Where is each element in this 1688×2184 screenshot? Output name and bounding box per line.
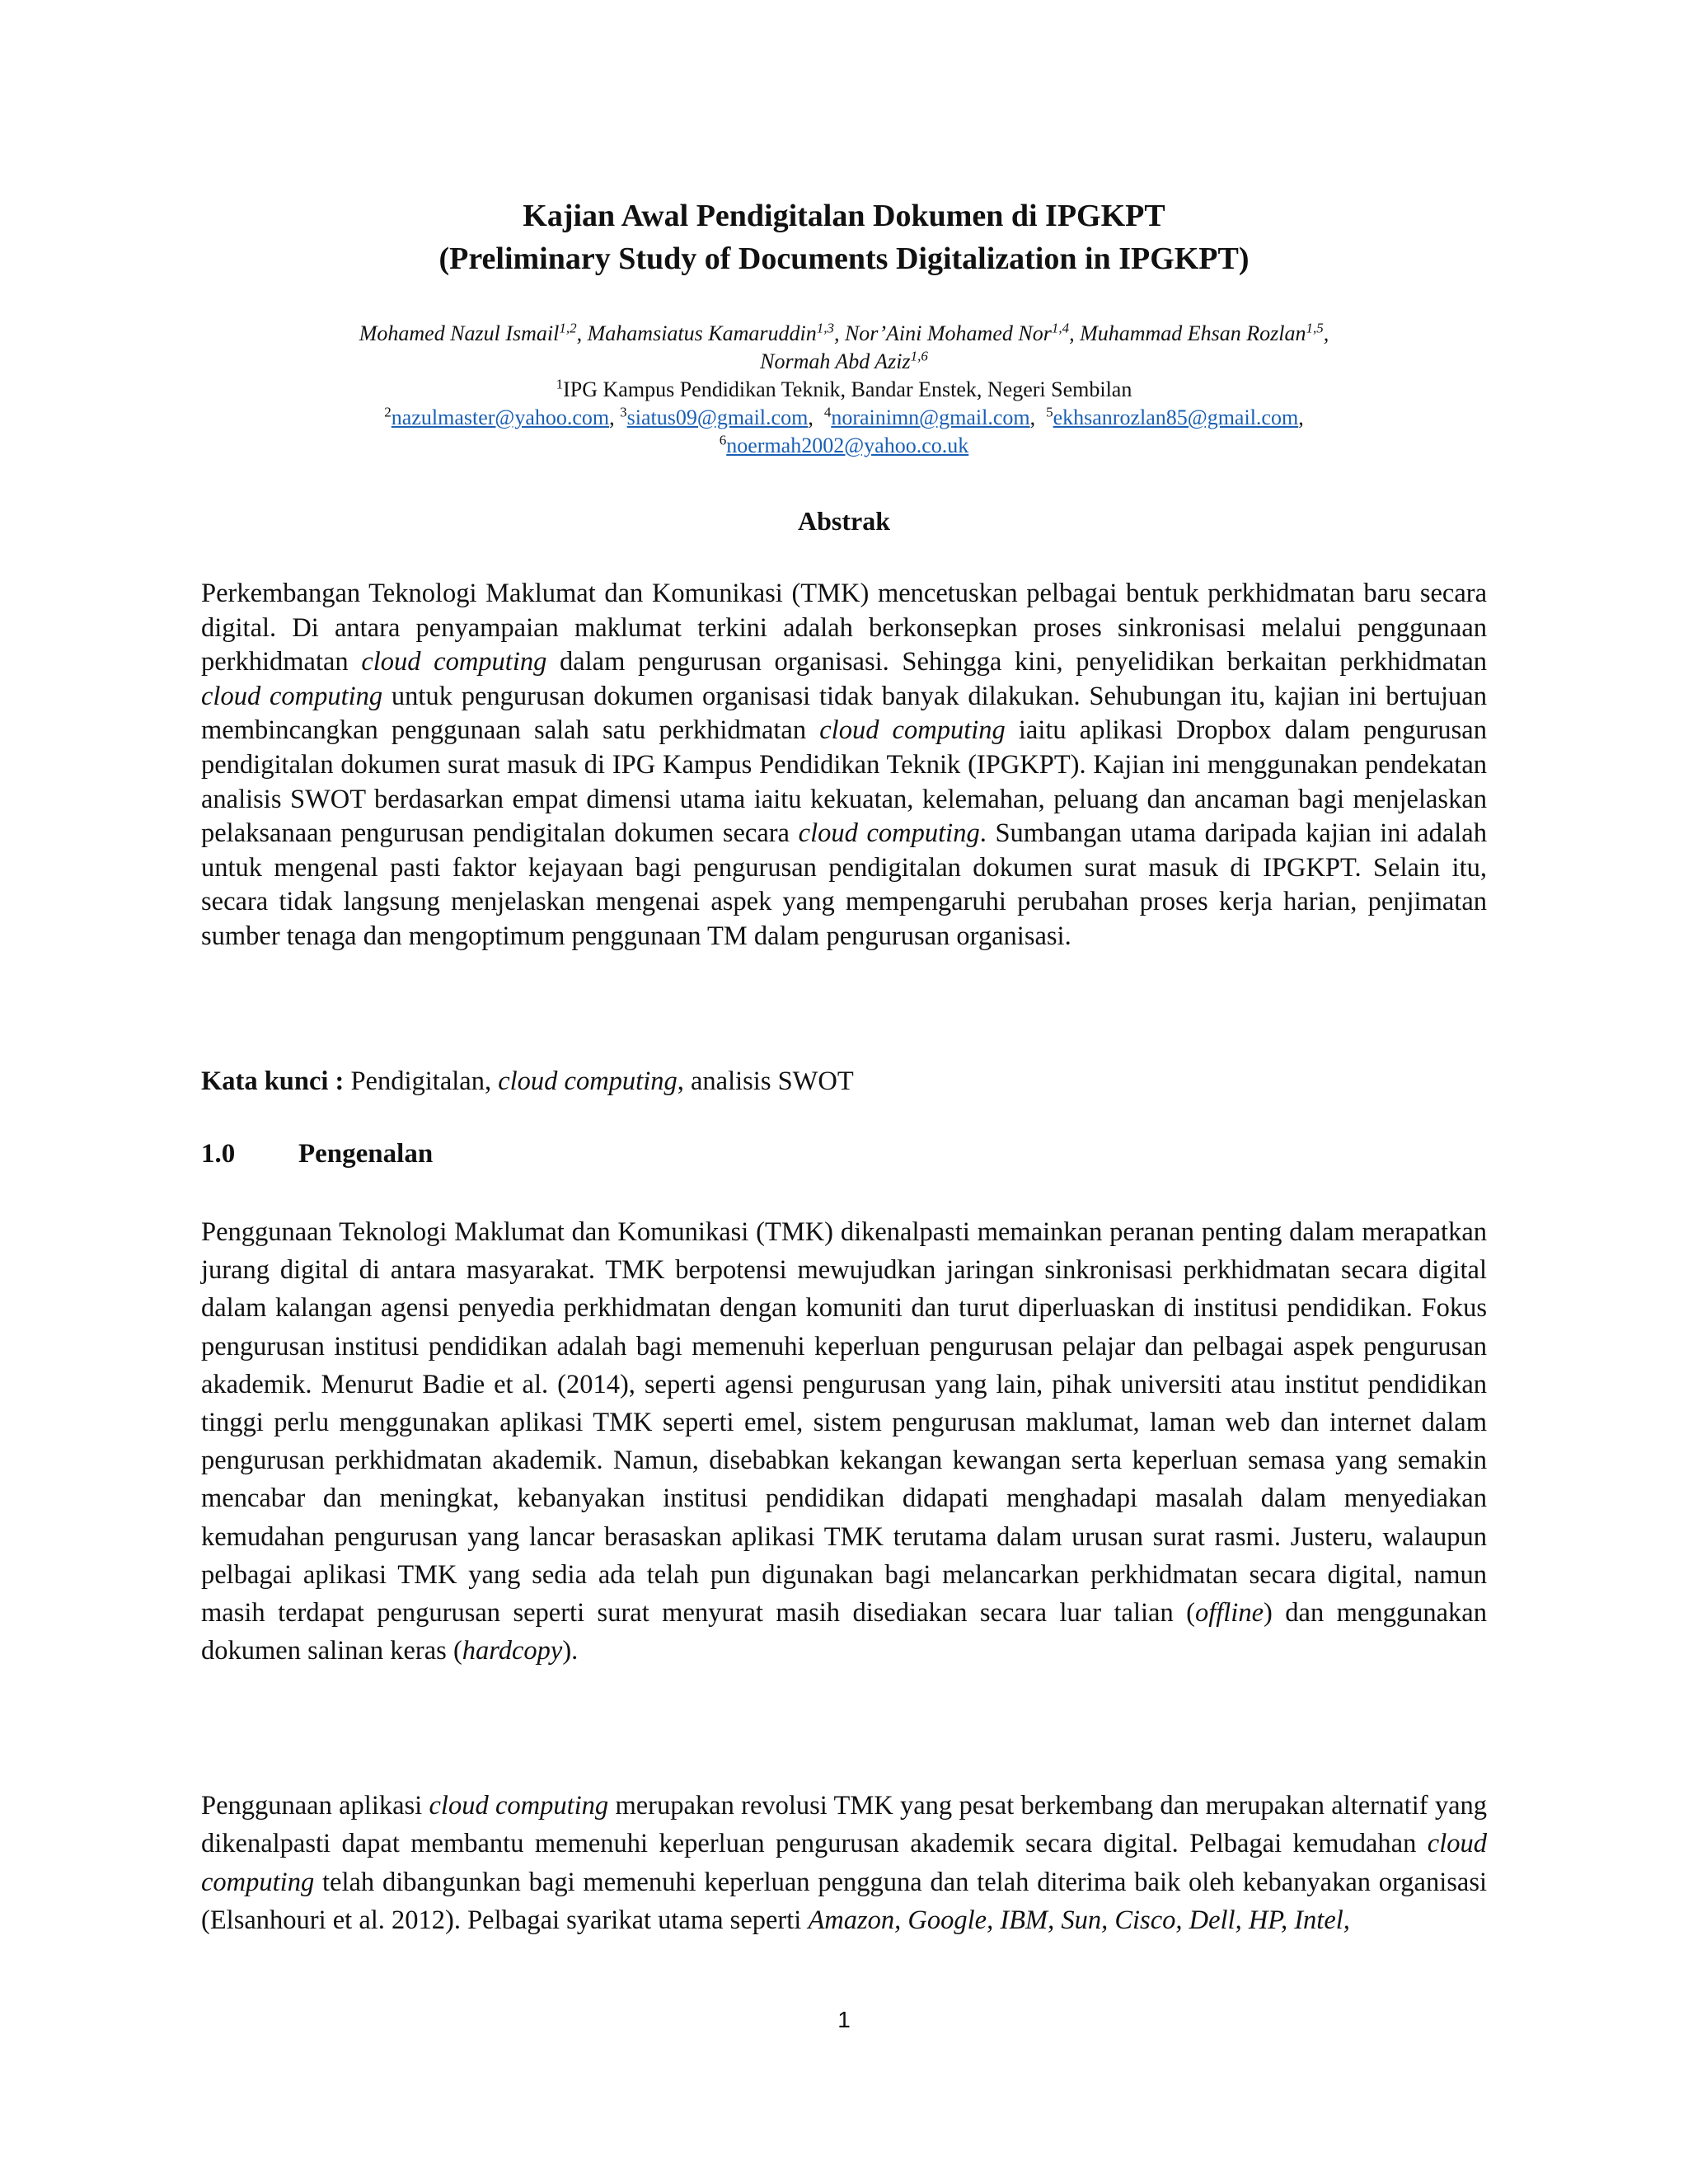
abstract-text: iaitu aplikasi Dropbox dalam pengurusan pendigitalan dokumen surat masuk di IPG Kampus Pendidikan Teknik (IPGKPT). Kajian ini menggunakan pendekatan analisis SWOT berdasarkan empat dimensi utama iaitu kekuatan, kelemahan, peluang dan ancaman bagi menjelaskan pelaksanaan pengurusan pendigitalan dokumen secara	[201, 715, 1487, 849]
abstract-paragraph	[201, 577, 1487, 954]
paragraph-text: ).	[562, 1636, 579, 1666]
paragraph	[201, 1787, 1487, 1940]
keywords-text: Pendigitalan,	[344, 1066, 499, 1096]
affiliation-sup: 1	[556, 376, 564, 392]
author-sup: 1,3	[816, 320, 834, 336]
affiliation-text: IPG Kampus Pendidikan Teknik, Bandar Enstek, Negeri Sembilan	[563, 377, 1132, 401]
email-link[interactable]: nazulmaster@yahoo.com	[391, 405, 610, 429]
section-title: Pengenalan	[298, 1139, 434, 1169]
abstract-body	[201, 577, 1487, 954]
author-name: Normah Abd Aziz	[760, 349, 911, 373]
paragraph-text: telah dibangunkan bagi memenuhi keperluan pengguna dan telah diterima baik oleh kebanyakan organisasi (Elsanhouri et al. 2012). Pelbagai syarikat utama seperti	[201, 1867, 1487, 1936]
abstract-text: dalam pengurusan organisasi. Sehingga kini, penyelidikan berkaitan perkhidmatan	[546, 647, 1487, 677]
email-link[interactable]: ekhsanrozlan85@gmail.com	[1053, 405, 1299, 429]
intro-paragraph-2	[201, 1787, 1487, 1940]
email-line-1: $^2$nazulmaster@yahoo.com, $^3$siatus09@gmail.com, $^4$norainimn@gmail.com, $^5$ekhsanrozlan85@gmail.com,	[384, 404, 1304, 429]
email-link[interactable]: norainimn@gmail.com	[831, 405, 1030, 429]
keywords-label: Kata kunci :	[201, 1066, 345, 1096]
keywords-text: , analisis SWOT	[677, 1066, 854, 1096]
author-names-line-1: Mohamed Nazul Ismail$^{1,2}$, Mahamsiatus Kamaruddin$^{1,3}$, Nor’Aini Mohamed Nor$^{1,4}$, Muhammad Ehsan Rozlan$^{1,5}$,	[359, 320, 1329, 345]
page-number: 1	[837, 2007, 851, 2032]
author-names-line-2	[0, 348, 1688, 376]
abstract-italic: cloud computing	[201, 681, 383, 711]
paragraph-text: ) dan menggunakan dokumen salinan keras (	[201, 1598, 1487, 1666]
abstract-heading: Abstrak	[797, 506, 890, 536]
keywords	[201, 1065, 854, 1098]
paragraph-text: merupakan revolusi TMK yang pesat berkembang dan merupakan alternatif yang dikenalpasti dapat membantu memenuhi keperluan pengurusan akademik secara digital. Pelbagai kemudahan	[201, 1791, 1488, 1859]
author-block	[0, 320, 1688, 460]
keywords-italic: cloud computing	[498, 1066, 678, 1096]
author-sup: 1,5	[1306, 320, 1324, 336]
author-name: Mohamed Nazul Ismail	[359, 321, 560, 345]
section-number: 1.0	[201, 1139, 236, 1169]
email-sup: 2	[384, 404, 392, 420]
intro-paragraph-1	[201, 1213, 1487, 1670]
abstract-text: . Sumbangan utama daripada kajian ini adalah untuk mengenal pasti faktor kejayaan bagi pengurusan pendigitalan dokumen surat masuk di IPGKPT. Selain itu, secara tidak langsung menjelaskan mengenai aspek yang mempengaruhi perubahan proses kerja harian, penjimatan sumber tenaga dan mengoptimum penggunaan TM dalam pengurusan organisasi.	[201, 818, 1487, 951]
paragraph	[201, 1213, 1487, 1670]
title-malay: Kajian Awal Pendigitalan Dokumen di IPGKPT	[523, 199, 1165, 233]
paragraph-text: Penggunaan aplikasi	[201, 1791, 429, 1821]
author-sup: 1,6	[910, 348, 928, 364]
abstract-italic: cloud computing	[819, 715, 1006, 746]
affiliation	[0, 376, 1688, 404]
paper-title	[0, 194, 1688, 280]
section-heading	[201, 1137, 433, 1170]
paragraph-italic: Amazon, Google, IBM, Sun, Cisco, Dell, HP, Intel,	[808, 1905, 1350, 1936]
email-sup: 6	[719, 432, 727, 448]
title-english: (Preliminary Study of Documents Digitalization in IPGKPT)	[438, 241, 1250, 276]
email-sup: 3	[620, 404, 627, 420]
author-name: Muhammad Ehsan Rozlan	[1080, 321, 1306, 345]
email-link[interactable]: siatus09@gmail.com	[626, 405, 809, 429]
email-line-2	[0, 432, 1688, 460]
abstract-italic: cloud computing	[361, 647, 547, 677]
email-link[interactable]: noermah2002@yahoo.co.uk	[726, 434, 969, 457]
author-name: Mahamsiatus Kamaruddin	[587, 321, 817, 345]
paragraph-italic: cloud computing	[429, 1791, 609, 1821]
author-name: Nor’Aini Mohamed Nor	[844, 321, 1052, 345]
paragraph-italic: hardcopy	[462, 1636, 563, 1666]
abstract-text: untuk pengurusan dokumen organisasi tidak banyak dilakukan. Sehubungan itu, kajian ini bertujuan membincangkan penggunaan salah satu perkhidmatan	[201, 681, 1487, 746]
author-sup: 1,4	[1051, 320, 1070, 336]
email-sup: 5	[1046, 404, 1053, 420]
paragraph-italic: offline	[1194, 1598, 1264, 1629]
abstract-italic: cloud computing	[798, 818, 980, 849]
abstract-text: Perkembangan Teknologi Maklumat dan Komunikasi (TMK) mencetuskan pelbagai bentuk perkhidmatan baru secara digital. Di antara penyampaian maklumat terkini adalah berkonsepkan proses sinkronisasi melalui penggunaan perkhidmatan	[201, 579, 1487, 677]
paragraph-text: Penggunaan Teknologi Maklumat dan Komunikasi (TMK) dikenalpasti memainkan peranan penting dalam merapatkan jurang digital di antara masyarakat. TMK berpotensi mewujudkan jaringan sinkronisasi perkhidmatan secara digital dalam kalangan agensi penyedia perkhidmatan dengan komuniti dan turut diperluaskan di institusi pendidikan. Fokus pengurusan institusi pendidikan adalah bagi memenuhi keperluan pengurusan pelajar dan pelbagai aspek pengurusan akademik. Menurut Badie et al. (2014), seperti agensi pengurusan yang lain, pihak universiti atau institut pendidikan tinggi perlu menggunakan aplikasi TMK seperti emel, sistem pengurusan maklumat, laman web dan internet dalam pengurusan perkhidmatan akademik. Namun, disebabkan kekangan kewangan serta keperluan semasa yang semakin mencabar dan meningkat, kebanyakan institusi pendidikan didapati menghadapi masalah dalam menyediakan kemudahan pengurusan yang lancar berasaskan aplikasi TMK terutama dalam urusan surat rasmi. Justeru, walaupun pelbagai aplikasi TMK yang sedia ada telah pun digunakan bagi melancarkan perkhidmatan secara digital, namun masih terdapat pengurusan seperti surat menyurat masih disediakan secara luar talian (	[201, 1217, 1487, 1629]
paragraph-italic: cloud computing	[201, 1829, 1487, 1897]
email-sup: 4	[823, 404, 832, 420]
author-sup: 1,2	[559, 320, 577, 336]
